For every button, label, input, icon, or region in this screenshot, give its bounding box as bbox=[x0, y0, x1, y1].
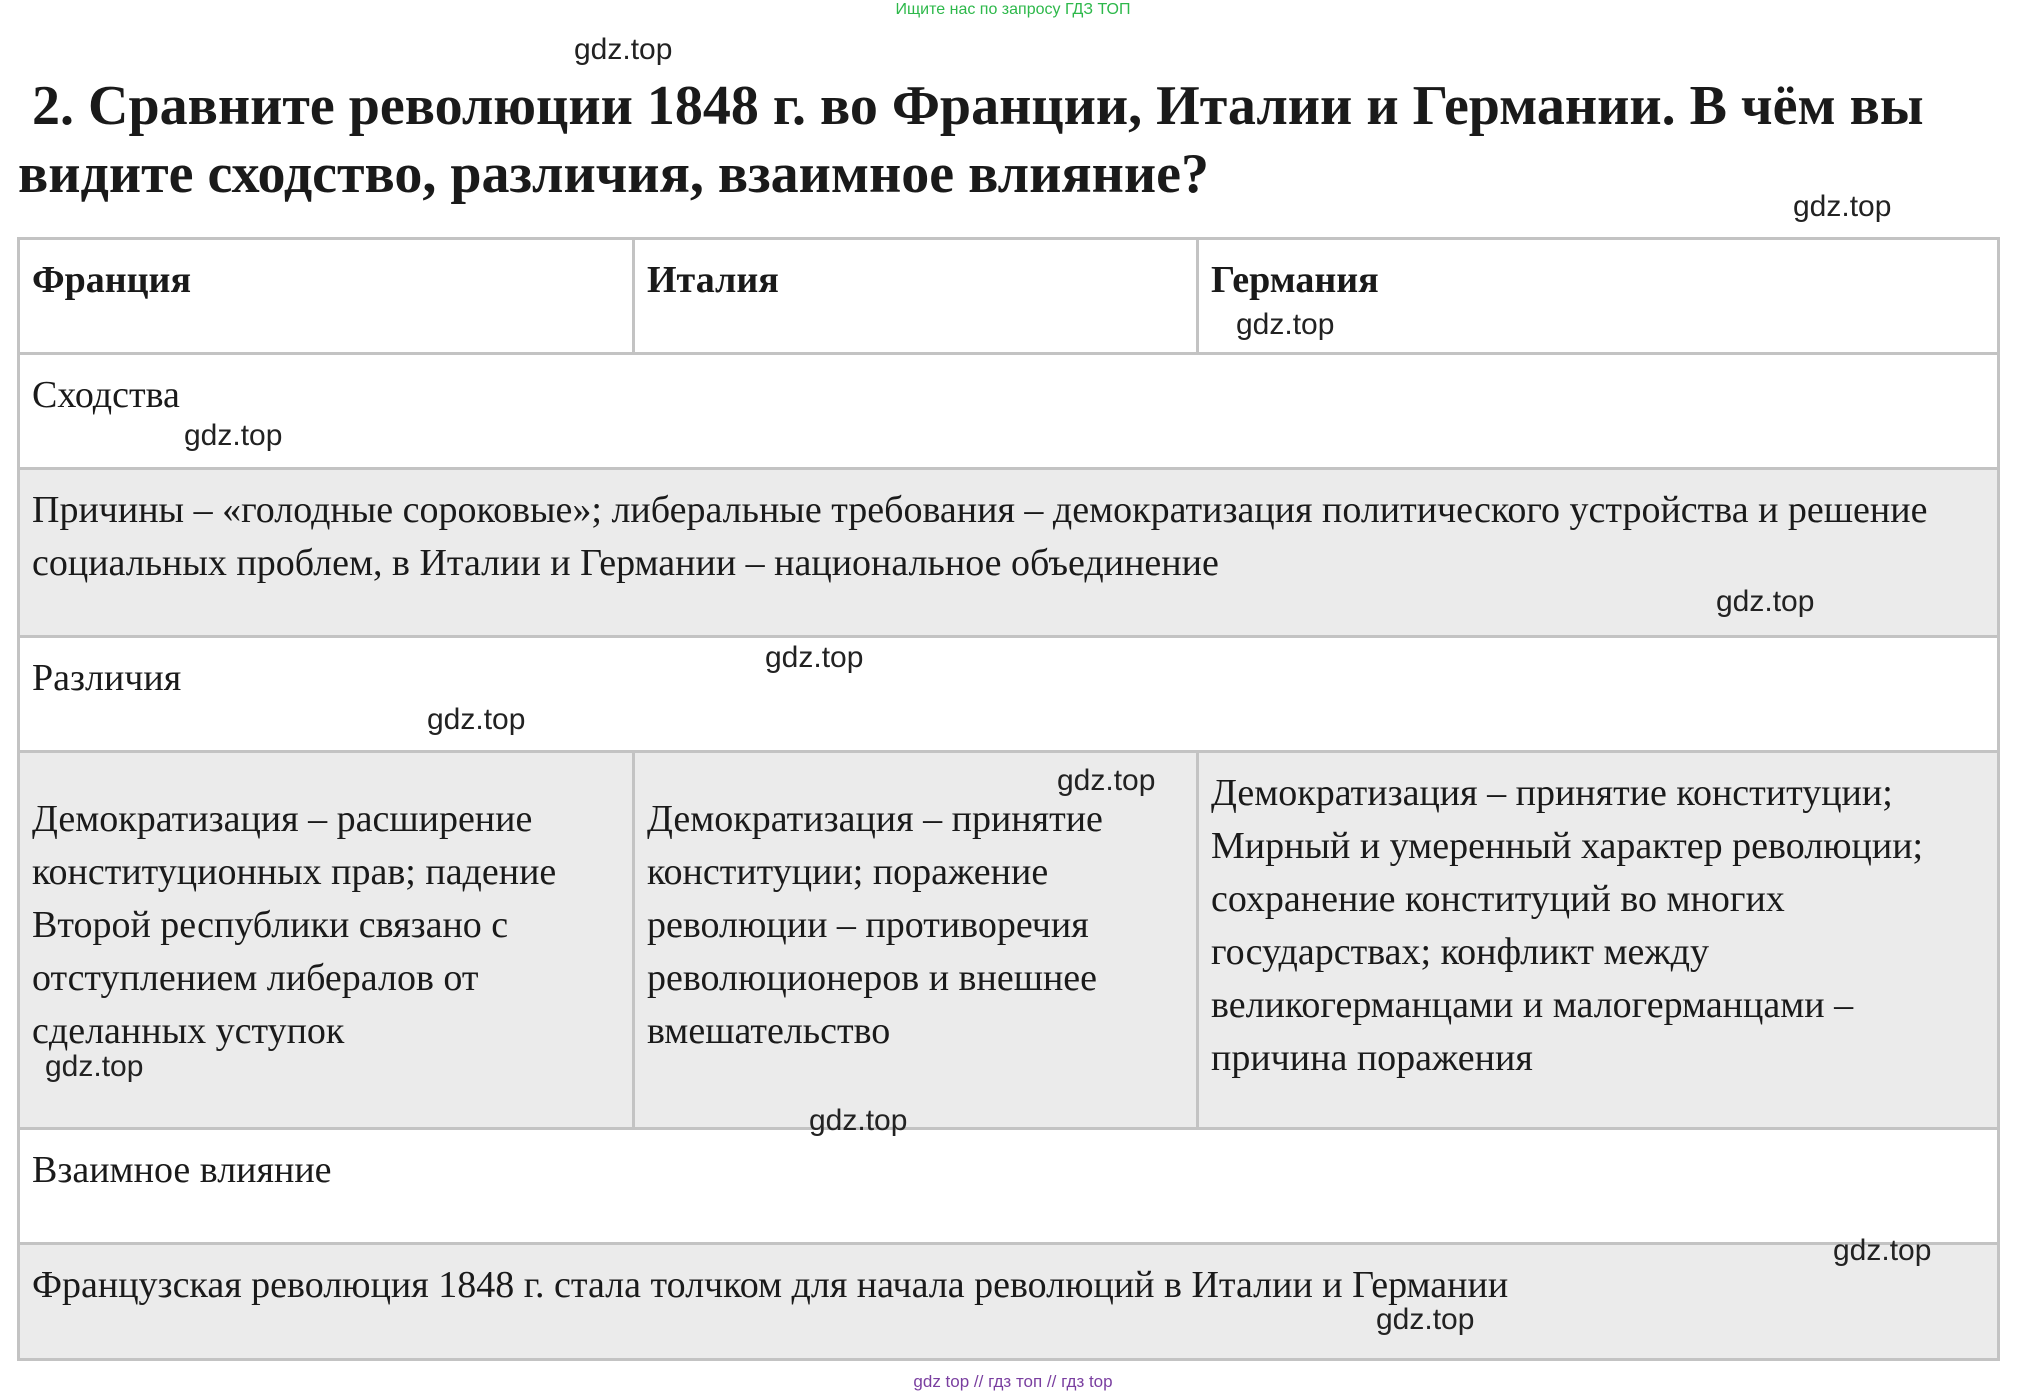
comparison-table bbox=[17, 237, 2000, 1361]
header-germany: Германия bbox=[1198, 239, 1999, 354]
similarities-row bbox=[19, 469, 1999, 637]
watermark: gdz.top bbox=[1236, 308, 1335, 341]
task-number: 2. bbox=[32, 75, 74, 137]
influence-label-row bbox=[19, 1129, 1999, 1244]
header-france: Франция bbox=[19, 239, 634, 354]
differences-label-row bbox=[19, 637, 1999, 752]
header-row bbox=[19, 239, 1999, 354]
header-italy: Италия bbox=[634, 239, 1198, 354]
similarities-label: Сходства bbox=[19, 354, 1999, 469]
watermark: gdz.top bbox=[45, 1050, 144, 1083]
influence-label: Взаимное влияние bbox=[19, 1129, 1999, 1244]
top-banner: Ищите нас по запросу ГДЗ ТОП bbox=[895, 1, 1131, 18]
watermark: gdz.top bbox=[809, 1104, 908, 1137]
watermark: gdz.top bbox=[1793, 190, 1892, 223]
similarities-label-row bbox=[19, 354, 1999, 469]
watermark: gdz.top bbox=[427, 703, 526, 736]
watermark: gdz.top bbox=[574, 33, 673, 66]
similarities-text: Причины – «голодные сороковые»; либеральные требования – демократизация политического устройства и решение социальных проблем, в Италии и Германии – национальное объединение bbox=[19, 469, 1999, 637]
difference-france: Демократизация – расширение конституционных прав; падение Второй республики связано с отступлением либералов от сделанных уступок bbox=[19, 752, 634, 1129]
difference-italy: Демократизация – принятие конституции; поражение революции – противоречия революционеров и внешнее вмешательство bbox=[634, 752, 1198, 1129]
watermark: gdz.top bbox=[1057, 764, 1156, 797]
watermark: gdz.top bbox=[1376, 1303, 1475, 1336]
footer-links: gdz top // гдз топ // гдз top bbox=[913, 1372, 1113, 1391]
watermark: gdz.top bbox=[184, 419, 283, 452]
watermark: gdz.top bbox=[765, 641, 864, 674]
watermark: gdz.top bbox=[1833, 1234, 1932, 1267]
differences-label: Различия bbox=[19, 637, 1999, 752]
influence-row bbox=[19, 1244, 1999, 1360]
differences-row bbox=[19, 752, 1999, 1129]
watermark: gdz.top bbox=[1716, 585, 1815, 618]
task-question: Сравните революции 1848 г. во Франции, Италии и Германии. В чём вы видите сходство, различия, взаимное влияние? bbox=[18, 75, 1924, 205]
difference-germany: Демократизация – принятие конституции; Мирный и умеренный характер революции; сохранение конституций во многих государствах; конфликт между великогерманцами и малогерманцами – причина поражения bbox=[1198, 752, 1999, 1129]
task-title bbox=[18, 72, 1998, 208]
influence-text: Французская революция 1848 г. стала толчком для начала революций в Италии и Германии bbox=[19, 1244, 1999, 1360]
